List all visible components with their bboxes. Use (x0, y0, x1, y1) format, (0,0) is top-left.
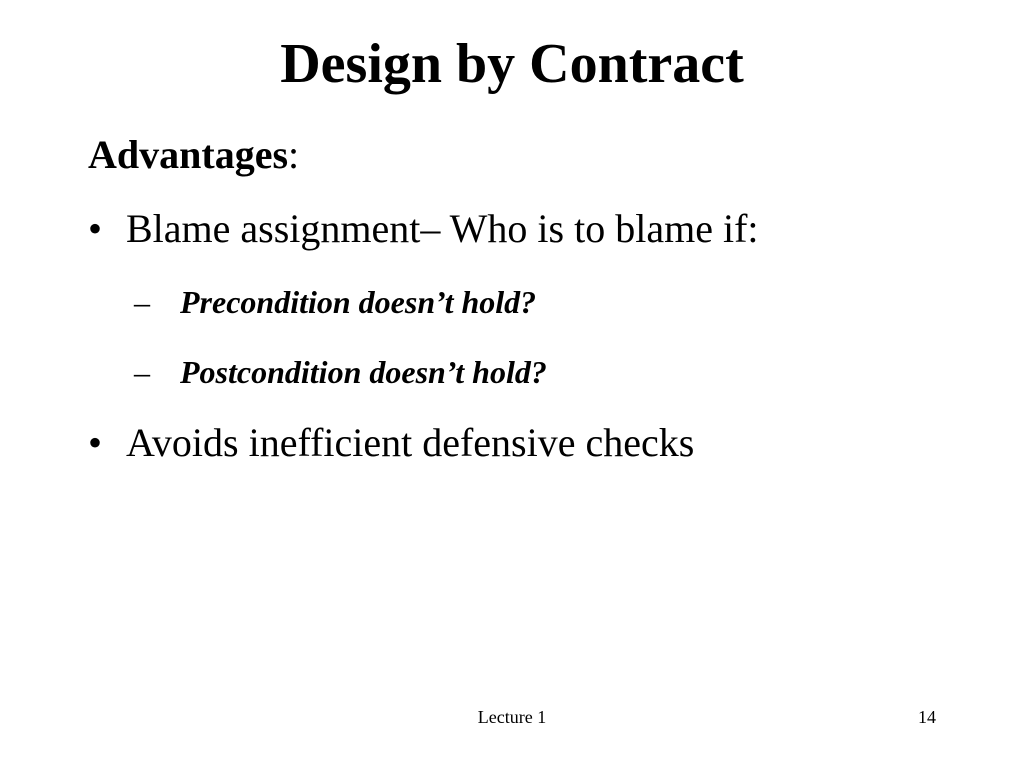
subbullet-postcondition (88, 352, 968, 392)
slide-content (88, 130, 968, 468)
subbullet-precondition (88, 282, 968, 322)
section-heading (88, 130, 968, 180)
subbullet-text: Precondition doesn’t hold? (180, 284, 537, 320)
subbullet-marker: – (134, 284, 150, 320)
section-heading-colon: : (288, 132, 300, 177)
bullet-text: Avoids inefficient defensive checks (126, 420, 695, 465)
subbullet-text: Postcondition doesn’t hold? (180, 354, 547, 390)
bullet-marker: • (88, 206, 103, 251)
bullet-blame-assignment (88, 204, 968, 254)
footer-page-number: 14 (918, 707, 936, 727)
slide-title: Design by Contract (280, 33, 744, 95)
subbullet-marker: – (134, 354, 150, 390)
section-heading-label: Advantages (88, 132, 289, 177)
bullet-marker: • (88, 420, 103, 465)
bullet-defensive-checks (88, 418, 968, 468)
bullet-text: Blame assignment– Who is to blame if: (126, 206, 759, 251)
footer-lecture-label: Lecture 1 (477, 707, 547, 727)
